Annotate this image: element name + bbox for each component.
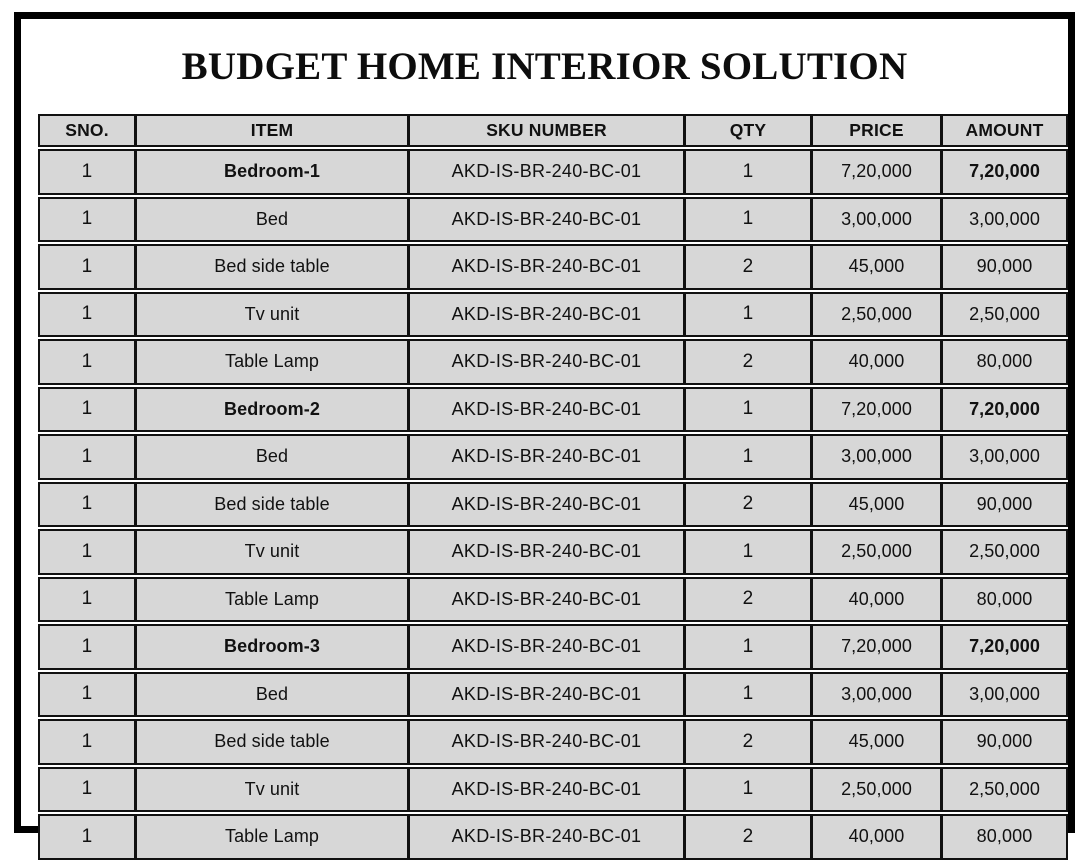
cell-sku: AKD-IS-BR-240-BC-01 <box>408 197 684 243</box>
cell-item: Bed <box>135 434 408 480</box>
cell-qty: 2 <box>684 577 811 623</box>
cell-sno: 1 <box>38 149 135 195</box>
cell-sno: 1 <box>38 719 135 765</box>
cell-price: 40,000 <box>811 577 941 623</box>
cell-sno: 1 <box>38 197 135 243</box>
table-row <box>38 767 1068 813</box>
cell-qty: 1 <box>684 292 811 338</box>
cell-item: Bedroom-2 <box>135 387 408 433</box>
table-row <box>38 292 1068 338</box>
cell-amount: 80,000 <box>941 577 1068 623</box>
cell-sno: 1 <box>38 814 135 860</box>
cell-sku: AKD-IS-BR-240-BC-01 <box>408 767 684 813</box>
cell-sno: 1 <box>38 624 135 670</box>
page-border-frame <box>14 12 1075 847</box>
cell-item: Tv unit <box>135 529 408 575</box>
cell-item: Table Lamp <box>135 814 408 860</box>
cell-item: Bed side table <box>135 244 408 290</box>
cell-sku: AKD-IS-BR-240-BC-01 <box>408 672 684 718</box>
cell-price: 2,50,000 <box>811 767 941 813</box>
cell-item: Bed <box>135 197 408 243</box>
cell-sno: 1 <box>38 387 135 433</box>
cell-qty: 1 <box>684 387 811 433</box>
cell-sku: AKD-IS-BR-240-BC-01 <box>408 339 684 385</box>
cell-sku: AKD-IS-BR-240-BC-01 <box>408 719 684 765</box>
table-header <box>38 114 1068 147</box>
table-row <box>38 672 1068 718</box>
cell-sno: 1 <box>38 292 135 338</box>
page-title: BUDGET HOME INTERIOR SOLUTION <box>181 45 908 88</box>
table-row <box>38 577 1068 623</box>
cell-price: 40,000 <box>811 814 941 860</box>
cell-price: 2,50,000 <box>811 529 941 575</box>
cell-amount: 80,000 <box>941 814 1068 860</box>
column-header-qty: QTY <box>684 114 811 147</box>
cell-sku: AKD-IS-BR-240-BC-01 <box>408 292 684 338</box>
cell-sku: AKD-IS-BR-240-BC-01 <box>408 624 684 670</box>
table-row <box>38 434 1068 480</box>
cell-sku: AKD-IS-BR-240-BC-01 <box>408 577 684 623</box>
cell-item: Tv unit <box>135 292 408 338</box>
cell-price: 45,000 <box>811 482 941 528</box>
cell-qty: 1 <box>684 529 811 575</box>
table-row <box>38 387 1068 433</box>
cell-item: Bed side table <box>135 482 408 528</box>
cell-price: 3,00,000 <box>811 434 941 480</box>
cell-amount: 3,00,000 <box>941 672 1068 718</box>
cell-qty: 1 <box>684 624 811 670</box>
cell-qty: 2 <box>684 244 811 290</box>
cell-sno: 1 <box>38 767 135 813</box>
cell-sno: 1 <box>38 339 135 385</box>
table-row <box>38 197 1068 243</box>
cell-sku: AKD-IS-BR-240-BC-01 <box>408 244 684 290</box>
cell-sku: AKD-IS-BR-240-BC-01 <box>408 529 684 575</box>
cell-price: 45,000 <box>811 244 941 290</box>
cell-item: Bedroom-3 <box>135 624 408 670</box>
cell-price: 3,00,000 <box>811 197 941 243</box>
cell-qty: 1 <box>684 434 811 480</box>
cell-price: 7,20,000 <box>811 149 941 195</box>
cell-qty: 2 <box>684 719 811 765</box>
cell-sno: 1 <box>38 482 135 528</box>
cell-qty: 1 <box>684 149 811 195</box>
table-row <box>38 719 1068 765</box>
page-content-area <box>21 19 1068 847</box>
column-header-amount: AMOUNT <box>941 114 1068 147</box>
cell-amount: 3,00,000 <box>941 434 1068 480</box>
column-header-price: PRICE <box>811 114 941 147</box>
table-row <box>38 482 1068 528</box>
cell-amount: 3,00,000 <box>941 197 1068 243</box>
quotation-table <box>38 112 1068 862</box>
table-row <box>38 244 1068 290</box>
table-row <box>38 814 1068 860</box>
cell-qty: 2 <box>684 814 811 860</box>
cell-amount: 90,000 <box>941 244 1068 290</box>
cell-sno: 1 <box>38 529 135 575</box>
cell-qty: 1 <box>684 767 811 813</box>
cell-price: 3,00,000 <box>811 672 941 718</box>
cell-amount: 80,000 <box>941 339 1068 385</box>
cell-sku: AKD-IS-BR-240-BC-01 <box>408 482 684 528</box>
cell-sku: AKD-IS-BR-240-BC-01 <box>408 149 684 195</box>
cell-item: Table Lamp <box>135 339 408 385</box>
cell-price: 7,20,000 <box>811 624 941 670</box>
cell-qty: 2 <box>684 482 811 528</box>
cell-amount: 7,20,000 <box>941 624 1068 670</box>
cell-item: Bed side table <box>135 719 408 765</box>
cell-item: Tv unit <box>135 767 408 813</box>
column-header-item: ITEM <box>135 114 408 147</box>
cell-amount: 2,50,000 <box>941 767 1068 813</box>
cell-item: Bedroom-1 <box>135 149 408 195</box>
cell-amount: 90,000 <box>941 719 1068 765</box>
table-row <box>38 624 1068 670</box>
cell-sku: AKD-IS-BR-240-BC-01 <box>408 434 684 480</box>
column-header-sku: SKU NUMBER <box>408 114 684 147</box>
cell-qty: 2 <box>684 339 811 385</box>
cell-amount: 2,50,000 <box>941 292 1068 338</box>
quotation-table-container <box>37 112 1052 862</box>
table-row <box>38 149 1068 195</box>
cell-amount: 7,20,000 <box>941 387 1068 433</box>
cell-sno: 1 <box>38 244 135 290</box>
cell-sno: 1 <box>38 672 135 718</box>
table-row <box>38 339 1068 385</box>
table-row <box>38 529 1068 575</box>
cell-item: Table Lamp <box>135 577 408 623</box>
cell-price: 7,20,000 <box>811 387 941 433</box>
cell-sku: AKD-IS-BR-240-BC-01 <box>408 387 684 433</box>
cell-sku: AKD-IS-BR-240-BC-01 <box>408 814 684 860</box>
cell-amount: 90,000 <box>941 482 1068 528</box>
table-body <box>38 149 1068 860</box>
cell-sno: 1 <box>38 577 135 623</box>
cell-price: 2,50,000 <box>811 292 941 338</box>
table-header-row <box>38 114 1068 147</box>
column-header-sno: SNO. <box>38 114 135 147</box>
cell-price: 40,000 <box>811 339 941 385</box>
cell-qty: 1 <box>684 672 811 718</box>
cell-amount: 7,20,000 <box>941 149 1068 195</box>
cell-amount: 2,50,000 <box>941 529 1068 575</box>
cell-price: 45,000 <box>811 719 941 765</box>
cell-sno: 1 <box>38 434 135 480</box>
cell-item: Bed <box>135 672 408 718</box>
cell-qty: 1 <box>684 197 811 243</box>
